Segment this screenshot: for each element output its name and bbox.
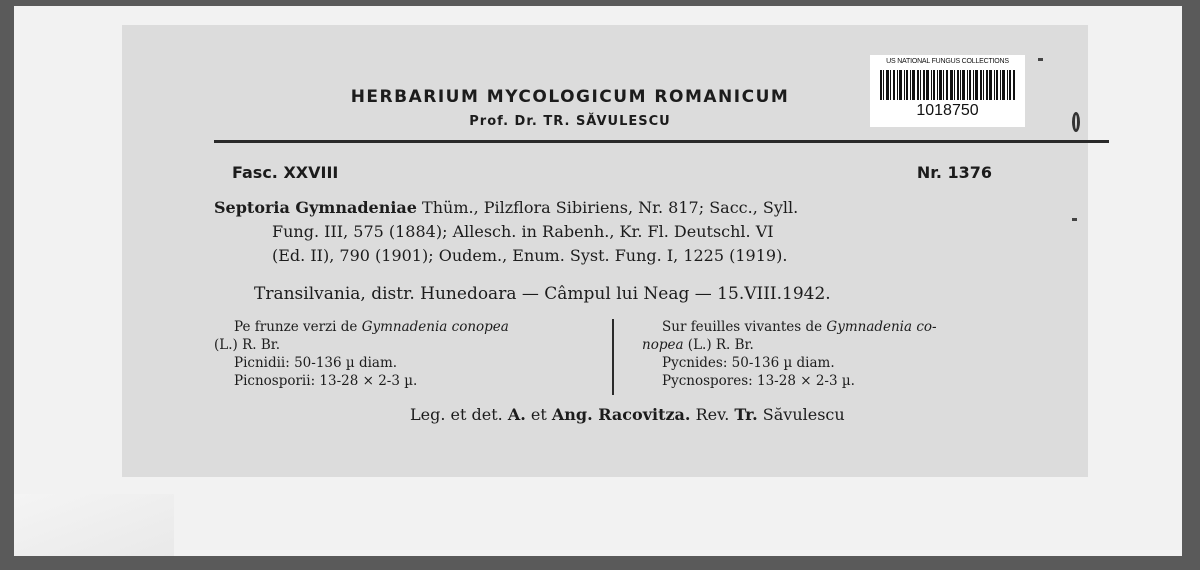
fascicle-number: Fasc. XXVIII	[232, 163, 339, 182]
french-pycnidia: Pycnides: 50-136 µ diam.	[662, 355, 835, 371]
specimen-label	[122, 25, 1088, 477]
citation-authority: Thüm., Pilzflora Sibiriens, Nr. 817; Sacc., Syll.	[416, 198, 799, 217]
french-host-name: Gymnadenia co-	[826, 319, 937, 335]
reviser-prefix: Rev.	[690, 405, 735, 424]
sheet-fold	[14, 494, 174, 556]
french-host-authority: (L.) R. Br.	[683, 337, 754, 353]
french-line-1	[662, 319, 937, 337]
herbarium-subtitle: Prof. Dr. TR. SĂVULESCU	[469, 114, 671, 129]
speck	[1072, 218, 1077, 221]
french-pycnospores: Pycnospores: 13-28 × 2-3 µ.	[662, 373, 855, 389]
citation-line-3: (Ed. II), 790 (1901); Oudem., Enum. Syst. Fung. I, 1225 (1919).	[272, 246, 788, 265]
french-host-name-cont: nopea	[642, 337, 684, 353]
herbarium-title: HERBARIUM MYCOLOGICUM ROMANICUM	[350, 87, 790, 107]
reviser-surname: Săvulescu	[757, 405, 845, 424]
citation-line-2: Fung. III, 575 (1884); Allesch. in Rabenh., Kr. Fl. Deutschl. VI	[272, 222, 774, 241]
barcode-number: 1018750	[916, 102, 979, 119]
speck	[1038, 58, 1043, 61]
species-name: Septoria Gymnadeniae	[214, 198, 417, 217]
romanian-pycnospores: Picnosporii: 13-28 × 2-3 µ.	[234, 373, 418, 389]
collector-prefix: Leg. et det.	[410, 405, 508, 424]
collector-ang: Ang. Racovitza.	[551, 405, 691, 424]
column-divider	[612, 319, 614, 395]
barcode-caption: US NATIONAL FUNGUS COLLECTIONS	[886, 58, 1009, 65]
french-line-2	[642, 337, 754, 355]
header-divider	[214, 140, 1109, 143]
barcode-icon	[880, 70, 1015, 100]
locality: Transilvania, distr. Hunedoara — Câmpul lui Neag — 15.VIII.1942.	[254, 284, 831, 304]
collector-et: et	[525, 405, 552, 424]
romanian-line-1	[234, 319, 509, 337]
romanian-line-2: (L.) R. Br.	[214, 337, 281, 353]
edge-mark	[1072, 112, 1080, 132]
citation-line-1	[214, 197, 1014, 219]
collector-a: A.	[507, 405, 526, 424]
exsiccata-number: Nr. 1376	[916, 163, 992, 182]
reviser-initial: Tr.	[734, 405, 758, 424]
barcode-label	[870, 55, 1025, 127]
collector-line	[410, 405, 845, 424]
romanian-host-name: Gymnadenia conopea	[361, 319, 509, 335]
romanian-pycnidia: Picnidii: 50-136 µ diam.	[234, 355, 398, 371]
french-host-prefix: Sur feuilles vivantes de	[662, 319, 827, 335]
romanian-host-prefix: Pe frunze verzi de	[234, 319, 362, 335]
